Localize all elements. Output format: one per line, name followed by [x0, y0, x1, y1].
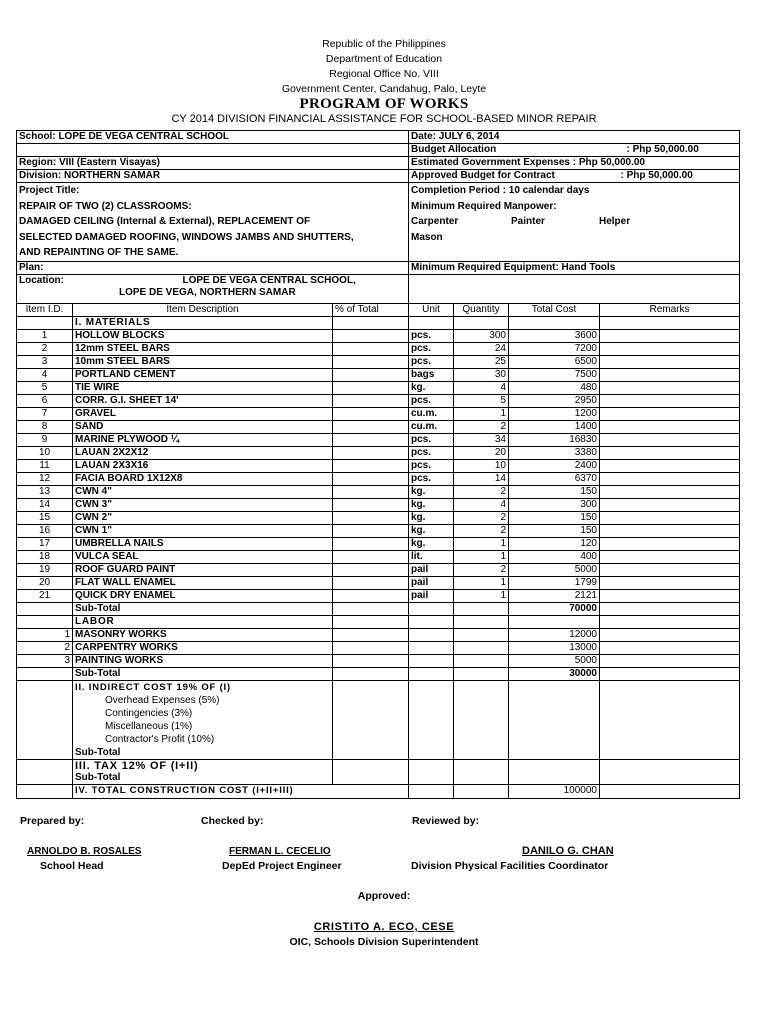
- table-row: [17, 329, 740, 342]
- table-row: [17, 511, 740, 524]
- item-remarks: [600, 355, 740, 368]
- item-remarks: [600, 433, 740, 446]
- date: Date: JULY 6, 2014: [409, 131, 740, 144]
- item-description: TIE WIRE: [73, 381, 333, 394]
- materials-list: [17, 329, 740, 602]
- item-unit: kg.: [409, 524, 454, 537]
- labor-percent: [333, 654, 409, 667]
- item-remarks: [600, 485, 740, 498]
- item-id: 4: [17, 368, 73, 381]
- item-description: SAND: [73, 420, 333, 433]
- item-id: 1: [17, 329, 73, 342]
- col-quantity: Quantity: [454, 303, 509, 316]
- table-row: [17, 576, 740, 589]
- item-unit: cu.m.: [409, 407, 454, 420]
- item-unit: pcs.: [409, 459, 454, 472]
- item-description: CWN 3": [73, 498, 333, 511]
- item-remarks: [600, 329, 740, 342]
- item-unit: pail: [409, 563, 454, 576]
- item-percent: [333, 524, 409, 537]
- item-total-cost: 7200: [509, 342, 600, 355]
- column-header-row: [17, 303, 740, 316]
- minimum-equipment: Minimum Required Equipment: Hand Tools: [409, 261, 740, 274]
- labor-remarks: [600, 628, 740, 641]
- materials-heading-row: [17, 316, 740, 329]
- page-title: PROGRAM OF WORKS: [299, 96, 469, 112]
- item-description: CWN 2": [73, 511, 333, 524]
- item-quantity: 10: [454, 459, 509, 472]
- table-row: [17, 550, 740, 563]
- labor-unit: [409, 641, 454, 654]
- item-quantity: 1: [454, 576, 509, 589]
- item-total-cost: 1200: [509, 407, 600, 420]
- table-row: [17, 459, 740, 472]
- region: Region: VIII (Eastern Visayas): [17, 157, 409, 170]
- prepared-by-name: ARNOLDO B. ROSALES: [27, 846, 142, 857]
- item-description: PORTLAND CEMENT: [73, 368, 333, 381]
- header-regional-office: Regional Office No. VIII: [329, 68, 439, 80]
- item-unit: pcs.: [409, 394, 454, 407]
- labor-subtotal-value: 30000: [509, 667, 600, 680]
- item-total-cost: 1400: [509, 420, 600, 433]
- item-percent: [333, 576, 409, 589]
- reviewed-by-name: DANILO G. CHAN: [522, 845, 614, 857]
- item-id: 11: [17, 459, 73, 472]
- labor-description: CARPENTRY WORKS: [73, 641, 333, 654]
- labor-unit: [409, 654, 454, 667]
- indirect-subtotal-label: Sub-Total: [75, 746, 121, 758]
- item-remarks: [600, 511, 740, 524]
- manpower-helper: Helper: [599, 216, 631, 227]
- labor-subtotal-row: [17, 667, 740, 680]
- col-total-cost: Total Cost: [509, 303, 600, 316]
- labor-id: 1: [17, 628, 73, 641]
- item-unit: pcs.: [409, 433, 454, 446]
- page-subtitle: CY 2014 DIVISION FINANCIAL ASSISTANCE FOR SCHOOL-BASED MINOR REPAIR: [171, 113, 597, 125]
- item-description: CWN 1": [73, 524, 333, 537]
- item-total-cost: 6370: [509, 472, 600, 485]
- item-quantity: 24: [454, 342, 509, 355]
- item-percent: [333, 342, 409, 355]
- tax-heading: III. TAX 12% OF (I+II): [75, 759, 199, 772]
- item-percent: [333, 368, 409, 381]
- item-quantity: 1: [454, 550, 509, 563]
- item-quantity: 20: [454, 446, 509, 459]
- item-id: 14: [17, 498, 73, 511]
- project-title-line3: SELECTED DAMAGED ROOFING, WINDOWS JAMBS AND SHUTTERS,: [19, 231, 354, 243]
- item-percent: [333, 472, 409, 485]
- labor-remarks: [600, 641, 740, 654]
- item-quantity: 2: [454, 511, 509, 524]
- item-remarks: [600, 368, 740, 381]
- item-percent: [333, 589, 409, 602]
- estimated-government-expenses: Estimated Government Expenses : Php 50,000.00: [409, 157, 740, 170]
- location-label: Location:: [19, 274, 64, 286]
- item-description: CWN 4": [73, 485, 333, 498]
- item-total-cost: 1799: [509, 576, 600, 589]
- table-row: [17, 641, 740, 654]
- table-row: [17, 355, 740, 368]
- item-unit: kg.: [409, 485, 454, 498]
- item-quantity: 4: [454, 498, 509, 511]
- item-remarks: [600, 342, 740, 355]
- item-total-cost: 3380: [509, 446, 600, 459]
- item-remarks: [600, 446, 740, 459]
- table-row: [17, 589, 740, 602]
- total-construction-cost-label: IV. TOTAL CONSTRUCTION COST (I+II+III): [73, 784, 409, 798]
- tax-block: [73, 759, 333, 784]
- item-id: 8: [17, 420, 73, 433]
- completion-period: Completion Period : 10 calendar days: [411, 185, 590, 196]
- item-id: 7: [17, 407, 73, 420]
- indirect-cost-row: [17, 680, 740, 759]
- item-total-cost: 2950: [509, 394, 600, 407]
- project-title-line1: REPAIR OF TWO (2) CLASSROOMS:: [19, 200, 192, 212]
- reviewed-by-label: Reviewed by:: [412, 815, 480, 827]
- item-percent: [333, 498, 409, 511]
- table-row: [17, 394, 740, 407]
- materials-subtotal-row: [17, 602, 740, 615]
- info-row-location: [17, 274, 740, 303]
- approved-by-title: OIC, Schools Division Superintendent: [289, 936, 479, 948]
- item-unit: lit.: [409, 550, 454, 563]
- table-row: [17, 498, 740, 511]
- indirect-cost-heading: II. INDIRECT COST 19% OF (I): [75, 681, 231, 693]
- item-remarks: [600, 498, 740, 511]
- item-total-cost: 300: [509, 498, 600, 511]
- item-percent: [333, 550, 409, 563]
- school-name: School: LOPE DE VEGA CENTRAL SCHOOL: [17, 131, 409, 144]
- project-title-line2: DAMAGED CEILING (Internal & External), REPLACEMENT OF: [19, 216, 311, 227]
- item-quantity: 5: [454, 394, 509, 407]
- labor-unit: [409, 628, 454, 641]
- labor-id: 3: [17, 654, 73, 667]
- item-id: 13: [17, 485, 73, 498]
- budget-allocation-value: : Php 50,000.00: [626, 144, 699, 155]
- item-id: 15: [17, 511, 73, 524]
- location: [17, 274, 409, 303]
- item-remarks: [600, 563, 740, 576]
- item-total-cost: 400: [509, 550, 600, 563]
- labor-description: PAINTING WORKS: [73, 654, 333, 667]
- item-unit: pcs.: [409, 472, 454, 485]
- item-id: 16: [17, 524, 73, 537]
- table-row: [17, 628, 740, 641]
- item-quantity: 25: [454, 355, 509, 368]
- labor-heading-row: [17, 615, 740, 628]
- item-description: FACIA BOARD 1X12X8: [73, 472, 333, 485]
- item-total-cost: 2121: [509, 589, 600, 602]
- header-republic: Republic of the Philippines: [322, 38, 446, 50]
- item-percent: [333, 329, 409, 342]
- item-quantity: 1: [454, 589, 509, 602]
- division: Division: NORTHERN SAMAR: [17, 170, 409, 183]
- labor-quantity: [454, 628, 509, 641]
- total-row: [17, 784, 740, 798]
- header-address: Government Center, Candahug, Palo, Leyte: [281, 83, 487, 95]
- labor-description: MASONRY WORKS: [73, 628, 333, 641]
- checked-by-name: FERMAN L. CECELIO: [229, 846, 331, 857]
- item-percent: [333, 446, 409, 459]
- item-unit: cu.m.: [409, 420, 454, 433]
- labor-total-cost: 12000: [509, 628, 600, 641]
- manpower-label: Minimum Required Manpower:: [411, 200, 557, 212]
- item-remarks: [600, 420, 740, 433]
- item-id: 9: [17, 433, 73, 446]
- checked-by-label: Checked by:: [201, 815, 264, 827]
- approved-budget-value: : Php 50,000.00: [620, 170, 693, 181]
- item-remarks: [600, 576, 740, 589]
- item-quantity: 30: [454, 368, 509, 381]
- table-row: [17, 368, 740, 381]
- item-quantity: 2: [454, 524, 509, 537]
- col-remarks: Remarks: [600, 303, 740, 316]
- table-row: [17, 654, 740, 667]
- item-unit: pcs.: [409, 329, 454, 342]
- info-row-project: [17, 183, 740, 262]
- prepared-by-label: Prepared by:: [20, 815, 85, 827]
- item-id: 5: [17, 381, 73, 394]
- item-quantity: 4: [454, 381, 509, 394]
- item-percent: [333, 511, 409, 524]
- item-percent: [333, 381, 409, 394]
- indirect-contingencies: Contingencies (3%): [105, 707, 193, 719]
- item-unit: bags: [409, 368, 454, 381]
- item-description: VULCA SEAL: [73, 550, 333, 563]
- item-unit: pcs.: [409, 355, 454, 368]
- table-row: [17, 563, 740, 576]
- prepared-by-title: School Head: [40, 860, 104, 872]
- info-row-region: [17, 157, 740, 170]
- labor-heading: LABOR: [73, 615, 333, 628]
- info-row-plan: [17, 261, 740, 274]
- materials-heading: I. MATERIALS: [73, 316, 333, 329]
- item-id: 21: [17, 589, 73, 602]
- item-remarks: [600, 407, 740, 420]
- item-quantity: 2: [454, 485, 509, 498]
- approved-by-name: CRISTITO A. ECO, CESE: [313, 921, 455, 933]
- labor-id: 2: [17, 641, 73, 654]
- table-row: [17, 420, 740, 433]
- item-description: 12mm STEEL BARS: [73, 342, 333, 355]
- item-remarks: [600, 589, 740, 602]
- indirect-overhead: Overhead Expenses (5%): [105, 694, 220, 706]
- item-quantity: 34: [454, 433, 509, 446]
- item-unit: pcs.: [409, 446, 454, 459]
- item-id: 10: [17, 446, 73, 459]
- table-row: [17, 524, 740, 537]
- item-total-cost: 150: [509, 511, 600, 524]
- item-id: 20: [17, 576, 73, 589]
- info-row-division: [17, 170, 740, 183]
- table-row: [17, 537, 740, 550]
- reviewed-by-title: Division Physical Facilities Coordinator: [411, 860, 609, 872]
- item-description: ROOF GUARD PAINT: [73, 563, 333, 576]
- item-remarks: [600, 537, 740, 550]
- item-description: GRAVEL: [73, 407, 333, 420]
- item-id: 6: [17, 394, 73, 407]
- item-id: 17: [17, 537, 73, 550]
- item-percent: [333, 407, 409, 420]
- item-total-cost: 7500: [509, 368, 600, 381]
- item-remarks: [600, 472, 740, 485]
- item-percent: [333, 394, 409, 407]
- item-remarks: [600, 394, 740, 407]
- item-remarks: [600, 524, 740, 537]
- materials-subtotal-value: 70000: [509, 602, 600, 615]
- item-description: 10mm STEEL BARS: [73, 355, 333, 368]
- item-total-cost: 150: [509, 485, 600, 498]
- item-id: 3: [17, 355, 73, 368]
- labor-quantity: [454, 654, 509, 667]
- project-title-label: Project Title:: [19, 185, 80, 196]
- total-construction-cost-value: 100000: [509, 784, 600, 798]
- item-total-cost: 120: [509, 537, 600, 550]
- col-item-id: Item I.D.: [17, 303, 73, 316]
- item-total-cost: 150: [509, 524, 600, 537]
- labor-percent: [333, 641, 409, 654]
- project-title: [17, 183, 409, 262]
- labor-subtotal-label: Sub-Total: [73, 667, 333, 680]
- labor-percent: [333, 628, 409, 641]
- item-percent: [333, 485, 409, 498]
- item-percent: [333, 459, 409, 472]
- item-unit: kg.: [409, 537, 454, 550]
- item-total-cost: 16830: [509, 433, 600, 446]
- item-total-cost: 5000: [509, 563, 600, 576]
- approved-budget: Approved Budget for Contract : Php 50,000.00: [409, 170, 740, 183]
- col-unit: Unit: [409, 303, 454, 316]
- item-description: LAUAN 2X3X16: [73, 459, 333, 472]
- table-row: [17, 472, 740, 485]
- item-percent: [333, 420, 409, 433]
- info-row-budget: [17, 144, 740, 157]
- item-quantity: 2: [454, 420, 509, 433]
- budget-allocation: Budget Allocation : Php 50,000.00: [409, 144, 740, 157]
- item-id: 19: [17, 563, 73, 576]
- item-unit: kg.: [409, 381, 454, 394]
- indirect-contractor-profit: Contractor's Profit (10%): [105, 733, 215, 745]
- item-percent: [333, 433, 409, 446]
- item-total-cost: 3600: [509, 329, 600, 342]
- indirect-miscellaneous: Miscellaneous (1%): [105, 720, 193, 732]
- manpower-painter: Painter: [511, 216, 545, 227]
- approved-label: Approved:: [357, 890, 411, 902]
- item-quantity: 1: [454, 407, 509, 420]
- header-department: Department of Education: [325, 53, 443, 65]
- col-percent: % of Total: [333, 303, 409, 316]
- labor-quantity: [454, 641, 509, 654]
- item-description: UMBRELLA NAILS: [73, 537, 333, 550]
- cost-summary: [17, 667, 740, 798]
- item-description: QUICK DRY ENAMEL: [73, 589, 333, 602]
- item-id: 18: [17, 550, 73, 563]
- labor-list: [17, 628, 740, 667]
- col-description: Item Description: [73, 303, 333, 316]
- estimated-government-expenses-value: : Php 50,000.00: [572, 157, 645, 168]
- project-requirements: [409, 183, 740, 262]
- item-quantity: 2: [454, 563, 509, 576]
- table-row: [17, 446, 740, 459]
- tax-subtotal-label: Sub-Total: [75, 771, 121, 783]
- table-row: [17, 381, 740, 394]
- item-remarks: [600, 381, 740, 394]
- labor-total-cost: 13000: [509, 641, 600, 654]
- item-quantity: 1: [454, 537, 509, 550]
- item-quantity: 14: [454, 472, 509, 485]
- checked-by-title: DepEd Project Engineer: [222, 860, 342, 872]
- item-unit: pail: [409, 576, 454, 589]
- tax-row: [17, 759, 740, 784]
- item-percent: [333, 537, 409, 550]
- item-description: LAUAN 2X2X12: [73, 446, 333, 459]
- item-description: FLAT WALL ENAMEL: [73, 576, 333, 589]
- manpower-list: [411, 214, 737, 230]
- item-id: 2: [17, 342, 73, 355]
- table-row: [17, 407, 740, 420]
- item-unit: pcs.: [409, 342, 454, 355]
- table-row: [17, 433, 740, 446]
- manpower-mason: Mason: [411, 231, 443, 243]
- item-percent: [333, 355, 409, 368]
- item-total-cost: 2400: [509, 459, 600, 472]
- materials-subtotal-label: Sub-Total: [73, 602, 333, 615]
- manpower-carpenter: Carpenter: [411, 216, 459, 227]
- location-line2: LOPE DE VEGA, NORTHERN SAMAR: [119, 286, 296, 298]
- item-total-cost: 480: [509, 381, 600, 394]
- item-unit: kg.: [409, 511, 454, 524]
- info-row-school: [17, 131, 740, 144]
- item-description: HOLLOW BLOCKS: [73, 329, 333, 342]
- item-description: MARINE PLYWOOD ¼: [73, 433, 333, 446]
- item-total-cost: 6500: [509, 355, 600, 368]
- item-remarks: [600, 459, 740, 472]
- item-percent: [333, 563, 409, 576]
- labor-section: [17, 602, 740, 628]
- location-line1: LOPE DE VEGA CENTRAL SCHOOL,: [182, 274, 356, 286]
- table-row: [17, 342, 740, 355]
- labor-total-cost: 5000: [509, 654, 600, 667]
- plan-label: Plan:: [17, 261, 409, 274]
- item-unit: pail: [409, 589, 454, 602]
- indirect-cost-block: [73, 680, 333, 759]
- labor-remarks: [600, 654, 740, 667]
- item-description: CORR. G.I. SHEET 14': [73, 394, 333, 407]
- item-quantity: 300: [454, 329, 509, 342]
- item-id: 12: [17, 472, 73, 485]
- program-of-works-table: [16, 130, 740, 799]
- item-unit: kg.: [409, 498, 454, 511]
- item-remarks: [600, 550, 740, 563]
- project-title-line4: AND REPAINTING OF THE SAME.: [19, 247, 179, 258]
- header-block: [0, 37, 768, 127]
- table-row: [17, 485, 740, 498]
